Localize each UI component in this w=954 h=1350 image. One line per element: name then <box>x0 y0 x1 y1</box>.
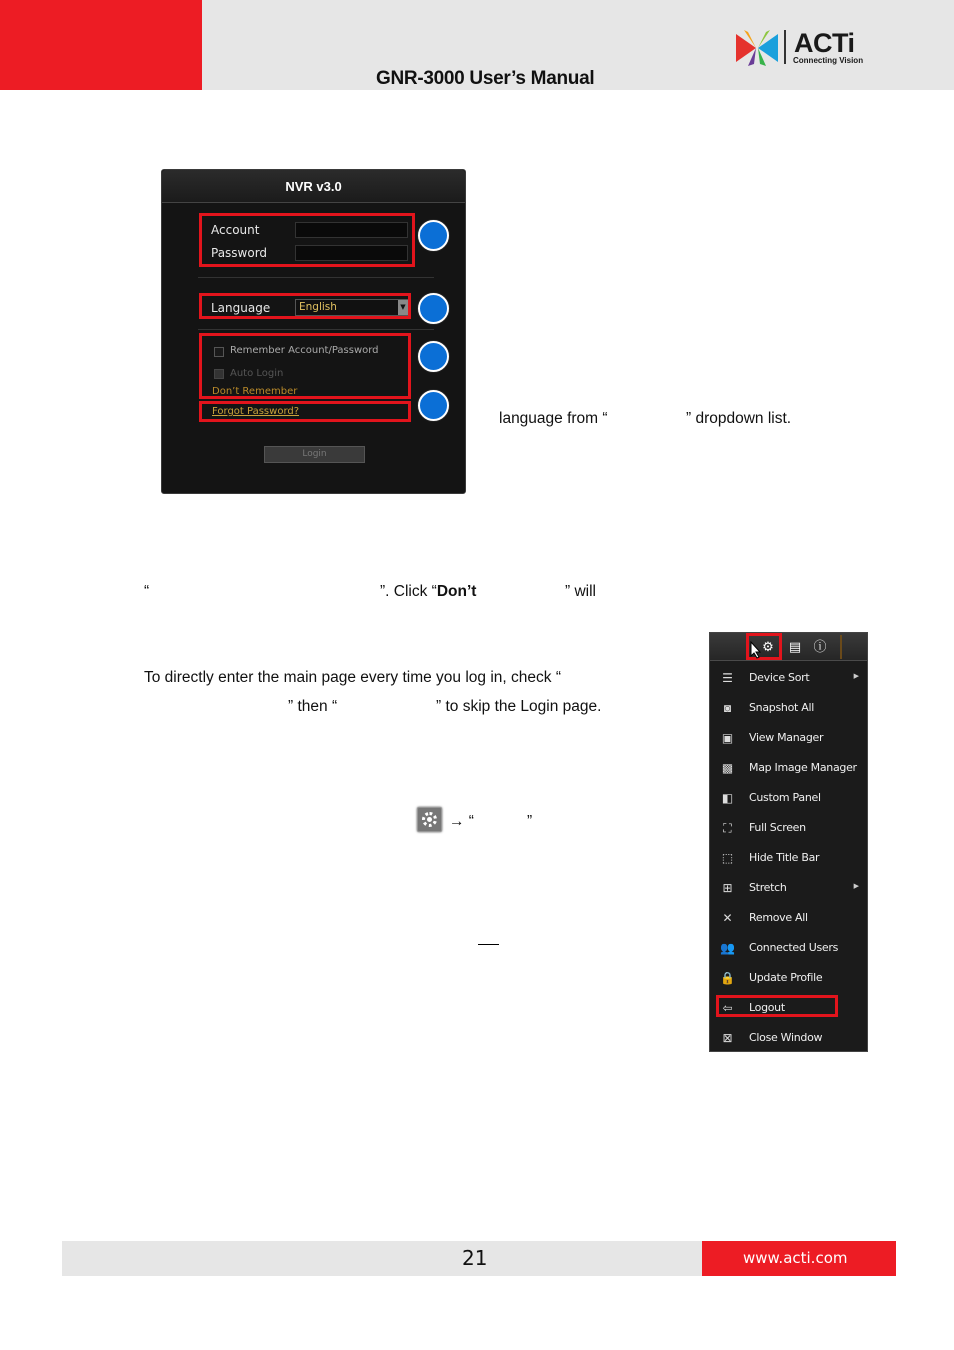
menu-item-custom-panel[interactable] <box>710 783 867 813</box>
stretch-icon: ⊞ <box>722 881 733 895</box>
gear-center <box>427 817 432 822</box>
menu-item-label: Stretch <box>749 881 787 894</box>
menu-item-label: Device Sort <box>749 671 810 684</box>
highlight-language <box>199 293 411 319</box>
language-selected: English <box>299 301 337 313</box>
submenu-arrow-icon: ▶ <box>853 883 859 890</box>
footer-gray-band <box>62 1241 702 1276</box>
menu-item-hide-title-bar[interactable] <box>710 843 867 873</box>
footer-url[interactable]: www.acti.com <box>743 1249 848 1267</box>
document-icon[interactable]: ▤ <box>788 639 802 654</box>
login-button[interactable]: Login <box>264 446 365 463</box>
menu-item-label: Snapshot All <box>749 701 814 714</box>
callout-circle-2 <box>418 293 449 324</box>
arrow-text: → “ <box>449 813 474 830</box>
remember-text-b-plain: ”. Click “ <box>380 583 437 600</box>
password-label: Password <box>211 246 268 260</box>
header-red-block <box>0 0 202 90</box>
callout-circle-3 <box>418 341 449 372</box>
view-settings-icon: ▣ <box>721 731 734 745</box>
menu-item-label: Custom Panel <box>749 791 821 804</box>
direct-text-line1: To directly enter the main page every time you log in, check “ <box>144 669 561 686</box>
nvr-title-bar <box>162 170 465 203</box>
menu-item-stretch[interactable] <box>710 873 867 903</box>
auto-login-label: Auto Login <box>230 368 284 379</box>
title-bar-icon: ⬚ <box>721 851 734 865</box>
logout-icon: ⇦ <box>722 1001 733 1015</box>
list-icon: ☰ <box>722 671 733 685</box>
logo-tagline: Connecting Vision <box>793 56 864 65</box>
remember-text-c: ” will <box>565 583 596 600</box>
menu-item-map-image-manager[interactable] <box>710 753 867 783</box>
menu-item-device-sort[interactable] <box>710 663 867 693</box>
menu-item-snapshot-all[interactable] <box>710 693 867 723</box>
direct-text-line2a: ” then “ <box>288 698 338 715</box>
menu-item-label: Map Image Manager <box>749 761 857 774</box>
mouse-cursor-icon <box>750 641 762 659</box>
settings-gear-icon <box>417 807 442 832</box>
nvr-title: NVR v3.0 <box>285 179 342 194</box>
menu-item-close-window[interactable] <box>710 1023 867 1053</box>
direct-text-line2b: ” to skip the Login page. <box>436 698 602 715</box>
underline-fragment <box>478 944 499 945</box>
menu-item-connected-users[interactable] <box>710 933 867 963</box>
menu-item-view-manager[interactable] <box>710 723 867 753</box>
language-text-b: ” dropdown list. <box>686 410 792 427</box>
separator <box>198 329 434 330</box>
menu-item-label: Remove All <box>749 911 808 924</box>
language-label: Language <box>211 301 271 315</box>
highlight-remember <box>199 333 411 399</box>
menu-item-label: Connected Users <box>749 941 839 954</box>
users-icon: 👥 <box>720 941 735 955</box>
highlight-logout <box>716 995 838 1017</box>
page-number: 21 <box>462 1246 488 1270</box>
menu-toolbar <box>710 633 867 661</box>
gear-icon[interactable]: ⚙ <box>762 639 774 654</box>
settings-context-menu <box>709 632 868 1052</box>
menu-item-remove-all[interactable] <box>710 903 867 933</box>
dont-remember-note: Don’t Remember <box>212 386 298 397</box>
camera-icon: ◙ <box>723 701 732 715</box>
manual-title: GNR-3000 User’s Manual <box>376 68 595 89</box>
remember-text-b <box>380 583 476 601</box>
callout-circle-1 <box>418 220 449 251</box>
toolbar-divider <box>840 635 842 659</box>
lock-icon: 🔒 <box>720 971 735 985</box>
menu-item-label: Hide Title Bar <box>749 851 820 864</box>
logo-divider <box>784 30 786 64</box>
logo-text: ACTi <box>794 28 855 58</box>
menu-item-full-screen[interactable] <box>710 813 867 843</box>
acti-bowtie-icon <box>734 30 780 66</box>
menu-item-label: Full Screen <box>749 821 806 834</box>
info-icon[interactable]: ⓘ <box>813 639 827 654</box>
highlight-forgot-password <box>199 401 411 422</box>
remember-text-bold: Don’t <box>436 583 477 600</box>
highlight-account-password <box>199 213 415 267</box>
menu-item-update-profile[interactable] <box>710 963 867 993</box>
separator <box>198 277 434 278</box>
language-text-a: language from “ <box>499 410 608 427</box>
fullscreen-icon: ⛶ <box>723 821 732 835</box>
callout-circle-4 <box>418 390 449 421</box>
forgot-password-link[interactable]: Forgot Password? <box>212 406 300 417</box>
acti-logo <box>734 28 874 68</box>
menu-item-label: View Manager <box>749 731 824 744</box>
menu-item-label: Logout <box>749 1001 785 1014</box>
map-settings-icon: ▩ <box>721 761 734 775</box>
remember-label: Remember Account/Password <box>230 345 379 356</box>
panel-icon: ◧ <box>721 791 734 805</box>
menu-item-label: Close Window <box>749 1031 823 1044</box>
submenu-arrow-icon: ▶ <box>853 673 859 680</box>
menu-item-label: Update Profile <box>749 971 823 984</box>
close-window-icon: ⊠ <box>722 1031 733 1045</box>
close-icon: ✕ <box>722 911 733 925</box>
account-label: Account <box>211 223 260 237</box>
remember-text-a: “ <box>144 583 150 600</box>
chevron-down-icon: ▼ <box>398 300 408 315</box>
arrow-close-quote: ” <box>527 813 533 830</box>
